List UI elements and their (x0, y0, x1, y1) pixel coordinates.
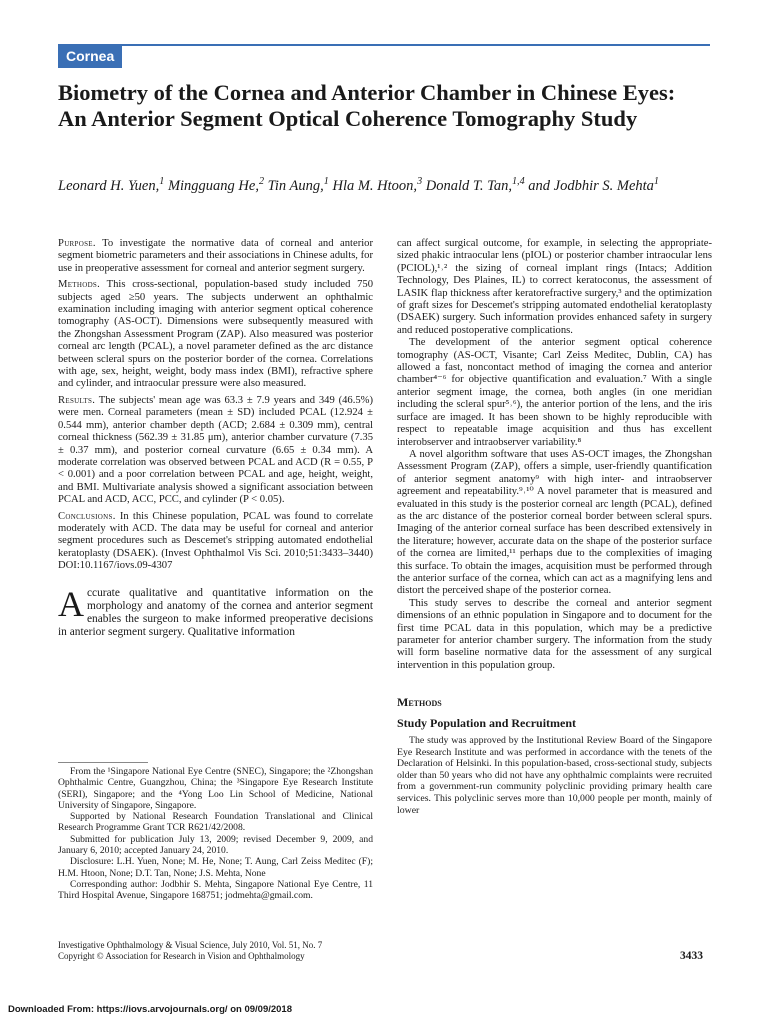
abstract-text: This cross-sectional, population-based study included 750 subjects aged ≥50 years. The subjects underwent an ophthalmic examination including imaging with anterior segment optical coherence tomography (AS-OCT). Dimensions were subsequently measured with the Zhongshan Assessment Program (ZAP). Also measured was posterior corneal arc length (PCAL), a novel parameter defined as the arc distance between scleral spurs on the posterior border of the cornea. Correlations with age, sex, height, weight, body mass index (BMI), refractive sphere and cylinder, and intraocular pressure were also measured. (58, 279, 373, 390)
intro-paragraph (58, 583, 373, 639)
footnote-affiliations: From the ¹Singapore National Eye Centre (SNEC), Singapore; the ²Zhongshan Ophthalmic Centre, Guangzhou, China; the ³Singapore Eye Research Institute (SERI), Singapore; and the ⁴Yong Loo Lin School of Medicine, National University of Singapore, Singapore. (58, 766, 373, 811)
abstract-heading: Conclusions. (58, 510, 116, 522)
abstract-text: The subjects' mean age was 63.3 ± 7.9 years and 349 (46.5%) were men. Corneal parameters (mean ± SD) included PCAL (12.924 ± 0.544 mm), anterior chamber depth (ACD; 2.684 ± 0.309 mm), central corneal thickness (562.39 ± 31.85 μm), anterior chamber curvature (7.35 ± 0.37 mm), and posterior corneal curvature (6.65 ± 0.34 mm). A moderate correlation was observed between PCAL and ACD (R = 0.55, P < 0.001) and a poor correlation between PCAL and age, height, weight, and BMI. Multivariate analysis showed a significant association between PCAL and ACD, ACC, PCC, and cylinder (P < 0.05). (58, 394, 373, 506)
author-name: Leonard H. Yuen, (58, 178, 160, 194)
abstract-text: To investigate the normative data of corneal and anterior segment biometric parameters and their associations in Chinese adults, for use in preoperative assessment for corneal and anterior segment surgery. (58, 238, 373, 274)
abstract-methods (58, 279, 373, 391)
author-list (58, 176, 698, 197)
abstract-purpose (58, 238, 373, 275)
drop-cap: A (58, 583, 84, 624)
author-name: Hla M. Htoon, (328, 178, 418, 194)
author-affiliation: 2 (258, 176, 265, 188)
footnote-disclosure: Disclosure: L.H. Yuen, None; M. He, None; T. Aung, Carl Zeiss Meditec (F); H.M. Htoon, None; D.T. Tan, None; J.S. Mehta, None (58, 856, 373, 879)
abstract-conclusions (58, 511, 373, 573)
author-affiliation: 1 (159, 176, 165, 188)
footnotes (58, 766, 373, 902)
journal-line: Investigative Ophthalmology & Visual Science, July 2010, Vol. 51, No. 7 (58, 940, 323, 950)
author-affiliation: 1 (323, 176, 329, 188)
abstract-heading: Results. (58, 394, 96, 406)
author-name: and Jodbhir S. Mehta (524, 178, 654, 194)
download-notice: Downloaded From: https://iovs.arvojournals.org/ on 09/09/2018 (8, 1004, 293, 1015)
footnote-dates: Submitted for publication July 13, 2009; revised December 9, 2009, and January 6, 2010; accepted January 24, 2010. (58, 833, 373, 857)
intro-text: ccurate qualitative and quantitative information on the morphology and anatomy of the cornea and anterior segment enables the surgeon to make informed preoperative decisions in anterior segment surgery. Qualitative information (58, 586, 373, 638)
footnote-funding: Supported by National Research Foundation Translational and Clinical Research Programme Grant TCR R621/42/2008. (58, 811, 373, 834)
footnote-correspondence: Corresponding author: Jodbhir S. Mehta, Singapore National Eye Centre, 11 Third Hospital Avenue, Singapore 168751; jodmehta@gmail.com. (58, 878, 373, 902)
author-name: Mingguang He, (164, 178, 259, 194)
footnote-rule (58, 762, 148, 763)
section-tag: Cornea (58, 45, 122, 68)
right-column (397, 238, 712, 816)
abstract-results (58, 395, 373, 507)
abstract-heading: Purpose. (58, 238, 96, 249)
author-affiliation: 1 (653, 176, 659, 188)
article-title: Biometry of the Cornea and Anterior Chamber in Chinese Eyes: An Anterior Segment Optical Coherence Tomography Study (58, 80, 676, 131)
abstract-heading: Methods. (58, 279, 101, 291)
section-rule (58, 44, 710, 46)
copyright-line: Copyright © Association for Research in Vision and Ophthalmology (58, 951, 305, 961)
subsection-heading: Study Population and Recruitment (397, 715, 577, 730)
left-column (58, 238, 373, 639)
body-paragraph: A novel algorithm software that uses AS-OCT images, the Zhongshan Assessment Program (ZAP), offers a simple, user-friendly quantification of anterior segment anatomy⁹ with high inter- and intraobserver agreement and repeatability.⁹˒¹⁰ A novel parameter that is measured and evaluated in this study is the posterior corneal arc length (PCAL), defined as the arc distance of the posterior corneal border between scleral spurs. Imaging of the anterior corneal surface has been described extensively in the literature; however, accurate data on the shape of the posterior surface of the cornea are limited,¹¹ perhaps due to the complexities of imaging this surface. To obtain the images, acquisition must be performed through the anterior surface of the cornea, which can act as a magnifying lens and distort the perceived shape of the posterior cornea. (397, 448, 712, 597)
body-paragraph: This study serves to describe the corneal and anterior segment dimensions of an ethnic population in Singapore and to document for the first time PCAL data in this population, which may be a predictive parameter for anterior chamber surgery. The information from the study will form baseline normative data for the assessment of any surgical intervention in this population group. (397, 597, 712, 671)
abstract-text: In this Chinese population, PCAL was found to correlate moderately with ACD. The data may be useful for corneal and anterior segment procedures such as Descemet's stripping automated endothelial keratoplasty (DSAEK). (Invest Ophthalmol Vis Sci. 2010;51:3433–3440) DOI:10.1167/iovs.09-4307 (58, 510, 373, 572)
author-affiliation: 1,4 (511, 176, 525, 188)
body-paragraph: The development of the anterior segment optical coherence tomography (AS-OCT, Visante; Carl Zeiss Meditec, Dublin, CA) has allowed a fast, noncontact method of imaging the cornea and anterior chamber⁴⁻⁶ for objective quantification and evaluation.⁷ With a single anterior segment image, the cornea, both angles (in one meridian including the scleral spur⁵˒⁶), the anterior portion of the lens, and the iris surface are imaged. It has been shown to be highly reproducible with respect to repeatable image acquisition and thus has excellent interobserver and intraobserver variability.⁸ (397, 337, 712, 448)
journal-citation (58, 940, 322, 962)
author-name: Tin Aung, (264, 178, 324, 194)
body-paragraph: can affect surgical outcome, for example, in selecting the appropriate-sized phakic intraocular lens (pIOL) or posterior chamber intraocular lens (PCIOL),¹˒² the sizing of corneal implant rings (Intacs; Addition Technology, Des Plaines, IL) to correct keratoconus, the assessment of LASIK flap thickness after keratorefractive surgery,³ and the optimization of graft sizes for Descemet's stripping automated endothelial keratoplasty (DSAEK) surgery. Such information provides enhanced safety in surgery and reduced postoperative complications. (397, 238, 712, 336)
section-heading-methods: Methods (397, 695, 442, 710)
page-number: 3433 (680, 950, 703, 962)
author-affiliation: 3 (417, 176, 423, 188)
author-name: Donald T. Tan, (422, 178, 512, 194)
body-paragraph: The study was approved by the Institutional Review Board of the Singapore Eye Research Institute and was performed in accordance with the tenets of the Declaration of Helsinki. In this population-based, cross-sectional study, subjects older than 50 years who did not have any ophthalmic complaints were recruited from a government-run community polyclinic providing primary health care services. This polyclinic serves more than 10,000 people per month, mainly of lower (397, 735, 712, 816)
